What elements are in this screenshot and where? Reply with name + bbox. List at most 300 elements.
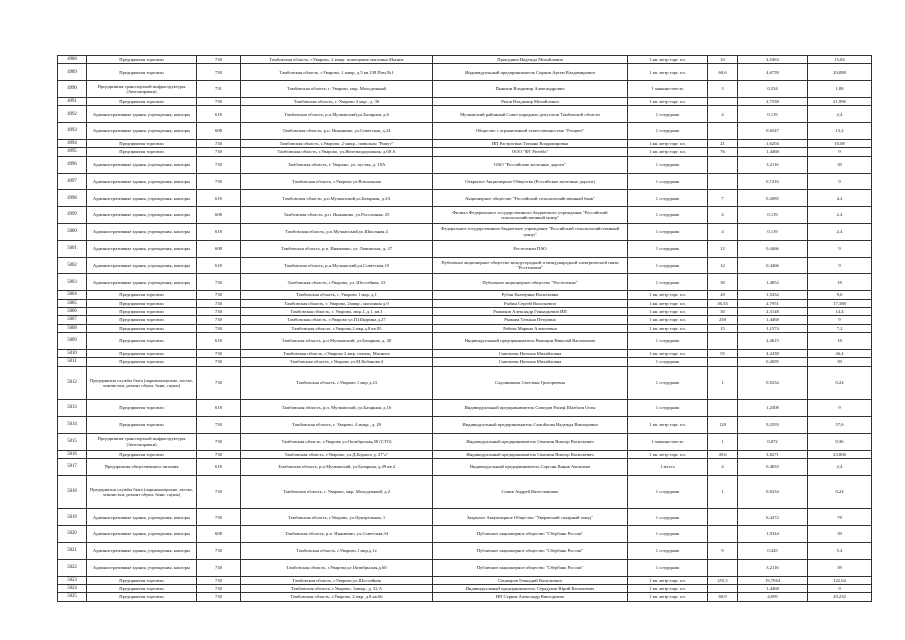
unit-quantity-cell [708, 333, 738, 350]
annual-volume-cell: 2,5463 [738, 56, 808, 64]
row-number-cell: 5017 [58, 459, 87, 476]
object-type-cell: Административные здания, учреждения, конторы [87, 274, 197, 291]
object-type-cell: Предприятия торговли [87, 148, 197, 156]
table-row [58, 559, 872, 576]
object-address-cell: Тамбовская область, г. Уварово 4 мкр., д. 30 [241, 97, 433, 105]
object-address-cell: Тамбовская область, г.Уварово,2 мкр.д.8 кв.95 [241, 324, 433, 332]
annual-volume-cell: 1,4468 [738, 148, 808, 156]
object-address-cell: Тамбовская область, р.п.Мучкапский,ул.Базарная, д.3А [241, 190, 433, 207]
calculation-unit-cell: 1 сотрудник [628, 475, 708, 509]
object-type-cell: Предприятия транспортной инфраструктуры (Автозаправки) [87, 81, 197, 98]
row-number-cell: 4988 [58, 56, 87, 64]
annual-mass-cell: 2,4 [808, 207, 872, 224]
annual-mass-cell: 23,808 [808, 450, 872, 458]
unit-quantity-cell [708, 97, 738, 105]
calculation-unit-cell: 1 сотрудник [628, 274, 708, 291]
owner-name-cell: Публичное акционерное общество "Сбербанк России" [433, 543, 628, 560]
table-row [58, 316, 872, 324]
table-row [58, 349, 872, 357]
object-address-cell: Тамбовская область, г.Уварово ул.М.Кобанова 4 [241, 358, 433, 366]
object-type-cell: Административные здания, учреждения, конторы [87, 173, 197, 190]
object-address-cell: Тамбовская область, г.Уварово 1 мкр д.23 [241, 366, 433, 400]
owner-name-cell: Индивидуальный предприниматель Самедов Расиф Шахбази Оглы [433, 400, 628, 417]
row-number-cell: 5005 [58, 299, 87, 307]
unit-quantity-cell: 20 [708, 291, 738, 299]
unit-quantity-cell: 55 [708, 349, 738, 357]
annual-volume-cell: 0,445 [738, 543, 808, 560]
unit-quantity-cell: 4 [708, 207, 738, 224]
unit-quantity-cell: 1 [708, 366, 738, 400]
table-row [58, 173, 872, 190]
annual-volume-cell: 1,4852 [738, 274, 808, 291]
annual-volume-cell: 3,8271 [738, 450, 808, 458]
calculation-unit-cell: 1 кв. метр торг. пл. [628, 139, 708, 147]
annual-mass-cell: 29,232 [808, 593, 872, 601]
calculation-unit-cell: 1 сотрудник [628, 173, 708, 190]
annual-mass-cell: 57,6 [808, 417, 872, 434]
row-number-cell: 5012 [58, 366, 87, 400]
object-type-cell: Предприятия торговли [87, 417, 197, 434]
okved-code-cell: 730 [197, 366, 241, 400]
annual-mass-cell: 26,4 [808, 349, 872, 357]
owner-name-cell: Индивидуальный предприниматель Свиткин Виктор Васильевич [433, 450, 628, 458]
calculation-unit-cell: 1 кв. метр торг. пл. [628, 585, 708, 593]
okved-code-cell: 730 [197, 291, 241, 299]
object-type-cell: Предприятия торговли [87, 400, 197, 417]
unit-quantity-cell: 60,6 [708, 64, 738, 81]
okved-code-cell: 730 [197, 274, 241, 291]
row-number-cell: 5003 [58, 274, 87, 291]
unit-quantity-cell: 15 [708, 324, 738, 332]
annual-mass-cell: 78 [808, 509, 872, 526]
table-row [58, 593, 872, 601]
object-type-cell: Административные здания, учреждения, конторы [87, 190, 197, 207]
annual-mass-cell: 9 [808, 257, 872, 274]
table-row [58, 81, 872, 98]
annual-volume-cell: 2,4615 [738, 333, 808, 350]
annual-volume-cell: 1,9344 [738, 526, 808, 543]
object-type-cell: Предприятия торговли [87, 593, 197, 601]
okved-code-cell: 618 [197, 333, 241, 350]
annual-volume-cell: 4,699 [738, 593, 808, 601]
object-type-cell: Предприятия общественного питания [87, 459, 197, 476]
okved-code-cell: 730 [197, 559, 241, 576]
annual-mass-cell: 39 [808, 526, 872, 543]
row-number-cell: 5006 [58, 307, 87, 315]
table-row [58, 459, 872, 476]
annual-mass-cell: 9 [808, 400, 872, 417]
unit-quantity-cell: 30 [708, 274, 738, 291]
owner-name-cell: Рязов Владимир Михайлович [433, 97, 628, 105]
owner-name-cell: Публичное акционерное общество междугородной и международной электрической связи "Ростелеком" [433, 257, 628, 274]
object-address-cell: Тамбовская область, р.п. Инжавино, ул.Советская,34 [241, 526, 433, 543]
row-number-cell: 5015 [58, 433, 87, 450]
row-number-cell: 5007 [58, 316, 87, 324]
object-type-cell: Административные здания, учреждения, конторы [87, 240, 197, 257]
annual-mass-cell: 9 [808, 148, 872, 156]
object-type-cell: Предприятия торговли [87, 64, 197, 81]
annual-mass-cell: 18 [808, 333, 872, 350]
annual-mass-cell: 2,4 [808, 106, 872, 123]
okved-code-cell: 730 [197, 299, 241, 307]
row-number-cell: 5024 [58, 585, 87, 593]
owner-name-cell: ОАО "Российские железные дороги" [433, 156, 628, 173]
object-type-cell: Предприятия торговли [87, 291, 197, 299]
object-address-cell: Тамбовская область, г.Уварово,ул.Шоссейная [241, 576, 433, 584]
unit-quantity-cell: 3 [708, 81, 738, 98]
annual-mass-cell: 21,996 [808, 97, 872, 105]
annual-mass-cell: 7,2 [808, 324, 872, 332]
object-address-cell: Тамбовская область, р.п.Мучкапский, ул.Базарная, д.49 кв.2 [241, 459, 433, 476]
object-type-cell: Административные здания, учреждения, конторы [87, 106, 197, 123]
calculation-unit-cell: 1 кв. метр торг. пл. [628, 97, 708, 105]
owner-name-cell: Сеник Андрей Вячеславович [433, 475, 628, 509]
object-type-cell: Предприятия службы быта (парикмахерские, ателье, химчистки, ремонт обуви, бани, сауны) [87, 475, 197, 509]
okved-code-cell: 608 [197, 123, 241, 140]
table-row [58, 450, 872, 458]
row-number-cell: 4991 [58, 97, 87, 105]
unit-quantity-cell [708, 173, 738, 190]
object-type-cell: Административные здания, учреждения, конторы [87, 207, 197, 224]
annual-mass-cell: 29,088 [808, 64, 872, 81]
owner-name-cell: Индивидуальный предприниматель Серадуков Юрий Васильевич [433, 585, 628, 593]
okved-code-cell: 730 [197, 509, 241, 526]
calculation-unit-cell: 1 машино-место [628, 433, 708, 450]
annual-volume-cell: 0,072 [738, 433, 808, 450]
annual-volume-cell: 3,2116 [738, 156, 808, 173]
object-address-cell: Тамбовская область, г.Уварово, ул.Центральная, 1 [241, 509, 433, 526]
owner-name-cell: Публичное акционерное общество "Ростелеком" [433, 274, 628, 291]
unit-quantity-cell: 4 [708, 459, 738, 476]
unit-quantity-cell: 21 [708, 139, 738, 147]
calculation-unit-cell: 1 сотрудник [628, 400, 708, 417]
owner-name-cell: Мучкапский районный Совет народных депутатов Тамбовской области [433, 106, 628, 123]
okved-code-cell: 608 [197, 240, 241, 257]
unit-quantity-cell: 60,9 [708, 593, 738, 601]
owner-name-cell: Индивидуальный предприниматель Саргсян Ваник Акопович [433, 459, 628, 476]
object-type-cell: Административные здания, учреждения, конторы [87, 509, 197, 526]
table-row [58, 366, 872, 400]
unit-quantity-cell [708, 509, 738, 526]
owner-name-cell: Федеральное государственное бюджетное учреждение "Российский сельскохозяйственный центр" [433, 223, 628, 240]
annual-mass-cell: 4,2 [808, 190, 872, 207]
object-type-cell: Административные здания, учреждения, конторы [87, 223, 197, 240]
row-number-cell: 4997 [58, 173, 87, 190]
okved-code-cell: 730 [197, 450, 241, 458]
annual-mass-cell: 122,64 [808, 576, 872, 584]
owner-name-cell: Общество с ограниченной ответственностью "Расцвет" [433, 123, 628, 140]
calculation-unit-cell: 1 сотрудник [628, 526, 708, 543]
calculation-unit-cell: 1 сотрудник [628, 543, 708, 560]
unit-quantity-cell [708, 585, 738, 593]
row-number-cell: 5020 [58, 526, 87, 543]
annual-mass-cell: 5,4 [808, 543, 872, 560]
calculation-unit-cell: 1 сотрудник [628, 559, 708, 576]
object-type-cell: Предприятия торговли [87, 333, 197, 350]
table-row [58, 156, 872, 173]
object-type-cell: Предприятия торговли [87, 349, 197, 357]
row-number-cell: 4994 [58, 139, 87, 147]
owner-name-cell: ИП Растрогина Татьяна Владимировна [433, 139, 628, 147]
owner-name-cell: Рябова Марина Алексеевна [433, 324, 628, 332]
object-address-cell: Тамбовская область, р.п. Инжавино, ул.Россошная, 25 [241, 207, 433, 224]
owner-name-cell: Савельева Наталья Михайловна [433, 358, 628, 366]
okved-code-cell: 730 [197, 307, 241, 315]
row-number-cell: 5009 [58, 333, 87, 350]
annual-mass-cell: 1,08 [808, 81, 872, 98]
annual-volume-cell: 0,4466 [738, 257, 808, 274]
annual-mass-cell: 10,08 [808, 139, 872, 147]
row-number-cell: 4998 [58, 190, 87, 207]
okved-code-cell: 730 [197, 349, 241, 357]
calculation-unit-cell: 1 сотрудник [628, 123, 708, 140]
annual-mass-cell: 9 [808, 585, 872, 593]
unit-quantity-cell: 36,33 [708, 299, 738, 307]
okved-code-cell: 618 [197, 190, 241, 207]
calculation-unit-cell: 1 кв. метр торг. пл. [628, 64, 708, 81]
table-row [58, 400, 872, 417]
unit-quantity-cell: 33 [708, 56, 738, 64]
okved-code-cell: 730 [197, 148, 241, 156]
object-address-cell: Тамбовская область, г.Уварово, 1 микр. д.5 кв.138 Пом.№1 [241, 64, 433, 81]
object-type-cell: Предприятия службы быта (парикмахерские, ателье, химчистки, ремонт обуви, бани, сауны) [87, 366, 197, 400]
owner-name-cell: Рыжова Татьяна Петровна [433, 316, 628, 324]
row-number-cell: 5001 [58, 240, 87, 257]
okved-code-cell: 730 [197, 156, 241, 173]
table-row [58, 139, 872, 147]
table-row [58, 299, 872, 307]
okved-code-cell: 618 [197, 223, 241, 240]
row-number-cell: 4989 [58, 64, 87, 81]
object-address-cell: Тамбовская область, г.Уварово 2 мкр. помещ. Магнита [241, 349, 433, 357]
object-address-cell: Тамбовская область, г.Уварово, 1микр., д. 32 А [241, 585, 433, 593]
calculation-unit-cell: 1 кв. метр торг. пл. [628, 349, 708, 357]
owner-name-cell: Ростелеком ПАО [433, 240, 628, 257]
object-address-cell: Тамбовская область, г.Уварово, 2 микр. помещение магазина Магнит [241, 56, 433, 64]
unit-quantity-cell: 30 [708, 307, 738, 315]
annual-mass-cell: 9 [808, 240, 872, 257]
calculation-unit-cell: 1 кв. метр торг. пл. [628, 56, 708, 64]
owner-name-cell: Индивидуальный предприниматель Ряжицин Николай Васильевич [433, 333, 628, 350]
object-address-cell: Тамбовская область, г.Уварово, ул.Д.Бедного д. 27"а" [241, 450, 433, 458]
okved-code-cell: 730 [197, 64, 241, 81]
object-type-cell: Административные здания, учреждения, конторы [87, 257, 197, 274]
okved-code-cell: 730 [197, 475, 241, 509]
annual-volume-cell: 0,119 [738, 223, 808, 240]
row-number-cell: 4993 [58, 123, 87, 140]
row-number-cell: 4996 [58, 156, 87, 173]
table-row [58, 190, 872, 207]
object-address-cell: Тамбовская область, г. Уварово, мкр. Молодежный [241, 81, 433, 98]
calculation-unit-cell: 1 кв. метр торг. пл. [628, 299, 708, 307]
row-number-cell: 5002 [58, 257, 87, 274]
table-row [58, 56, 872, 64]
owner-name-cell: Рыбин Сергей Васильевич [433, 299, 628, 307]
owner-name-cell: Савельева Наталья Михайловна [433, 349, 628, 357]
unit-quantity-cell: 12 [708, 257, 738, 274]
owner-name-cell: Публичное акционерное общество "Сбербанк России" [433, 559, 628, 576]
annual-volume-cell: 0,0234 [738, 475, 808, 509]
annual-volume-cell: 1,6204 [738, 139, 808, 147]
unit-quantity-cell [708, 123, 738, 140]
object-address-cell: Тамбовская область, г.Уварово,1 мкр.д.1е [241, 543, 433, 560]
okved-code-cell: 730 [197, 316, 241, 324]
calculation-unit-cell: 1 место [628, 459, 708, 476]
annual-volume-cell: 9,2593 [738, 417, 808, 434]
annual-mass-cell: 17,388 [808, 299, 872, 307]
table-body [58, 56, 872, 602]
annual-volume-cell: 0,2085 [738, 190, 808, 207]
okved-code-cell: 730 [197, 358, 241, 366]
annual-mass-cell: 9,6 [808, 291, 872, 299]
calculation-unit-cell: 1 сотрудник [628, 156, 708, 173]
object-type-cell: Административные здания, учреждения, конторы [87, 123, 197, 140]
annual-mass-cell: 2,4 [808, 223, 872, 240]
calculation-unit-cell: 1 сотрудник [628, 509, 708, 526]
calculation-unit-cell: 1 сотрудник [628, 366, 708, 400]
table-row [58, 64, 872, 81]
unit-quantity-cell [708, 156, 738, 173]
calculation-unit-cell: 1 машино-место [628, 81, 708, 98]
owner-name-cell: Садовникова Светлана Григорьевна [433, 366, 628, 400]
object-address-cell: Тамбовская область, г.Уварово,ул.Октябрьская,д.60 [241, 559, 433, 576]
owner-name-cell: ИП Серков Александр Викторович [433, 593, 628, 601]
unit-quantity-cell: 250 [708, 316, 738, 324]
annual-volume-cell: 0,6547 [738, 123, 808, 140]
row-number-cell: 5004 [58, 291, 87, 299]
object-type-cell: Предприятия торговли [87, 307, 197, 315]
object-type-cell: Предприятия торговли [87, 299, 197, 307]
annual-volume-cell: 19,7044 [738, 576, 808, 584]
calculation-unit-cell: 1 кв. метр торг. пл. [628, 316, 708, 324]
object-type-cell: Предприятия торговли [87, 358, 197, 366]
unit-quantity-cell: 120 [708, 417, 738, 434]
object-address-cell: Тамбовская область, г. Уварово, 4 микр., д. 29 [241, 417, 433, 434]
okved-code-cell: 730 [197, 139, 241, 147]
okved-code-cell: 618 [197, 459, 241, 476]
object-address-cell: Тамбовская область, р.п. Инжавино, ул. Ленинская, д. 27 [241, 240, 433, 257]
row-number-cell: 5025 [58, 593, 87, 601]
annual-mass-cell: 39 [808, 358, 872, 366]
unit-quantity-cell [708, 400, 738, 417]
annual-volume-cell: 6,4272 [738, 509, 808, 526]
row-number-cell: 5019 [58, 509, 87, 526]
object-address-cell: Тамбовская область, р.п. Инжавино, ул.Советская, д.24 [241, 123, 433, 140]
object-address-cell: Тамбовская область, г.Уварово ул.Октябрьская,58 (СТО) [241, 433, 433, 450]
annual-volume-cell: 0,119 [738, 106, 808, 123]
table-row [58, 223, 872, 240]
row-number-cell: 5016 [58, 450, 87, 458]
object-type-cell: Административные здания, учреждения, конторы [87, 526, 197, 543]
annual-volume-cell: 2,7538 [738, 97, 808, 105]
annual-volume-cell: 2,7951 [738, 299, 808, 307]
object-address-cell: Тамбовская область, р.п.Мучкапский,ул.Школьная,4 [241, 223, 433, 240]
calculation-unit-cell: 1 кв. метр торг. пл. [628, 307, 708, 315]
object-address-cell: Тамбовская область, р.п.Мучкапский,ул.Базарная, д.6 [241, 106, 433, 123]
object-address-cell: Тамбовская область, р.п.Мучкапский, ул.Базарная, д. 20 [241, 333, 433, 350]
okved-code-cell: 618 [197, 257, 241, 274]
unit-quantity-cell: 255,5 [708, 576, 738, 584]
okved-code-cell: 730 [197, 585, 241, 593]
annual-volume-cell: 4,2438 [738, 349, 808, 357]
okved-code-cell: 730 [197, 324, 241, 332]
table-row [58, 526, 872, 543]
annual-mass-cell: 9 [808, 316, 872, 324]
annual-mass-cell: 0,24 [808, 475, 872, 509]
calculation-unit-cell: 1 кв. метр торг. пл. [628, 324, 708, 332]
table-row [58, 257, 872, 274]
object-address-cell: Тамбовская область, р.п. Мучкапский, ул.Базарная, д.16 [241, 400, 433, 417]
annual-volume-cell: 1,2308 [738, 400, 808, 417]
annual-volume-cell: 0,4466 [738, 240, 808, 257]
unit-quantity-cell [708, 526, 738, 543]
annual-mass-cell: 2,4 [808, 459, 872, 476]
object-address-cell: Тамбовская область, г. Уварово, ул. пустая, д. 18А [241, 156, 433, 173]
table-row [58, 324, 872, 332]
annual-volume-cell: 1,1574 [738, 324, 808, 332]
owner-name-cell: Индивидуальный предприниматель Самойлова Надежда Викторовна [433, 417, 628, 434]
annual-volume-cell: 3,2116 [738, 559, 808, 576]
table-row [58, 543, 872, 560]
table-row [58, 274, 872, 291]
unit-quantity-cell: 4 [708, 106, 738, 123]
object-type-cell: Предприятия торговли [87, 576, 197, 584]
okved-code-cell: 730 [197, 433, 241, 450]
unit-quantity-cell [708, 559, 738, 576]
row-number-cell: 4992 [58, 106, 87, 123]
calculation-unit-cell: 1 кв. метр торг. пл. [628, 576, 708, 584]
unit-quantity-cell [708, 358, 738, 366]
owner-name-cell: Пьянзин Владимир Александрович [433, 81, 628, 98]
object-address-cell: Тамбовская область, г.Уварово ул.Вокзальная [241, 173, 433, 190]
object-address-cell: Тамбовская область, г. Уварово, мкр.1, д.1, кв.1 [241, 307, 433, 315]
calculation-unit-cell: 1 кв. метр торг. пл. [628, 450, 708, 458]
object-type-cell: Административные здания, учреждения, конторы [87, 156, 197, 173]
annual-volume-cell: 0,4833 [738, 459, 808, 476]
table-row [58, 585, 872, 593]
object-address-cell: Тамбовская область, г. Уварово 1 мкр. д.1 [241, 291, 433, 299]
table-row [58, 148, 872, 156]
annual-mass-cell: 39 [808, 156, 872, 173]
row-number-cell: 5000 [58, 223, 87, 240]
row-number-cell: 4990 [58, 81, 87, 98]
annual-volume-cell: 0,0234 [738, 366, 808, 400]
unit-quantity-cell: 76 [708, 148, 738, 156]
row-number-cell: 5013 [58, 400, 87, 417]
okved-code-cell: 731 [197, 81, 241, 98]
row-number-cell: 5014 [58, 417, 87, 434]
calculation-unit-cell: 1 кв. метр торг. пл. [628, 417, 708, 434]
annual-mass-cell: 13,2 [808, 123, 872, 140]
okved-code-cell: 618 [197, 400, 241, 417]
annual-mass-cell: 0,24 [808, 366, 872, 400]
owner-name-cell: Прокудина Надежда Михайловна [433, 56, 628, 64]
calculation-unit-cell: 1 сотрудник [628, 358, 708, 366]
okved-code-cell: 730 [197, 593, 241, 601]
annual-mass-cell: 15,84 [808, 56, 872, 64]
owner-name-cell: Рыжиков Александр Геннадьевич ИП [433, 307, 628, 315]
table-row [58, 123, 872, 140]
calculation-unit-cell: 1 сотрудник [628, 240, 708, 257]
row-number-cell: 5018 [58, 475, 87, 509]
table-row [58, 106, 872, 123]
annual-volume-cell: 2,3148 [738, 307, 808, 315]
table-row [58, 240, 872, 257]
table-row [58, 417, 872, 434]
unit-quantity-cell: 12 [708, 240, 738, 257]
calculation-unit-cell: 1 сотрудник [628, 257, 708, 274]
calculation-unit-cell: 1 кв. метр торг. пл. [628, 291, 708, 299]
